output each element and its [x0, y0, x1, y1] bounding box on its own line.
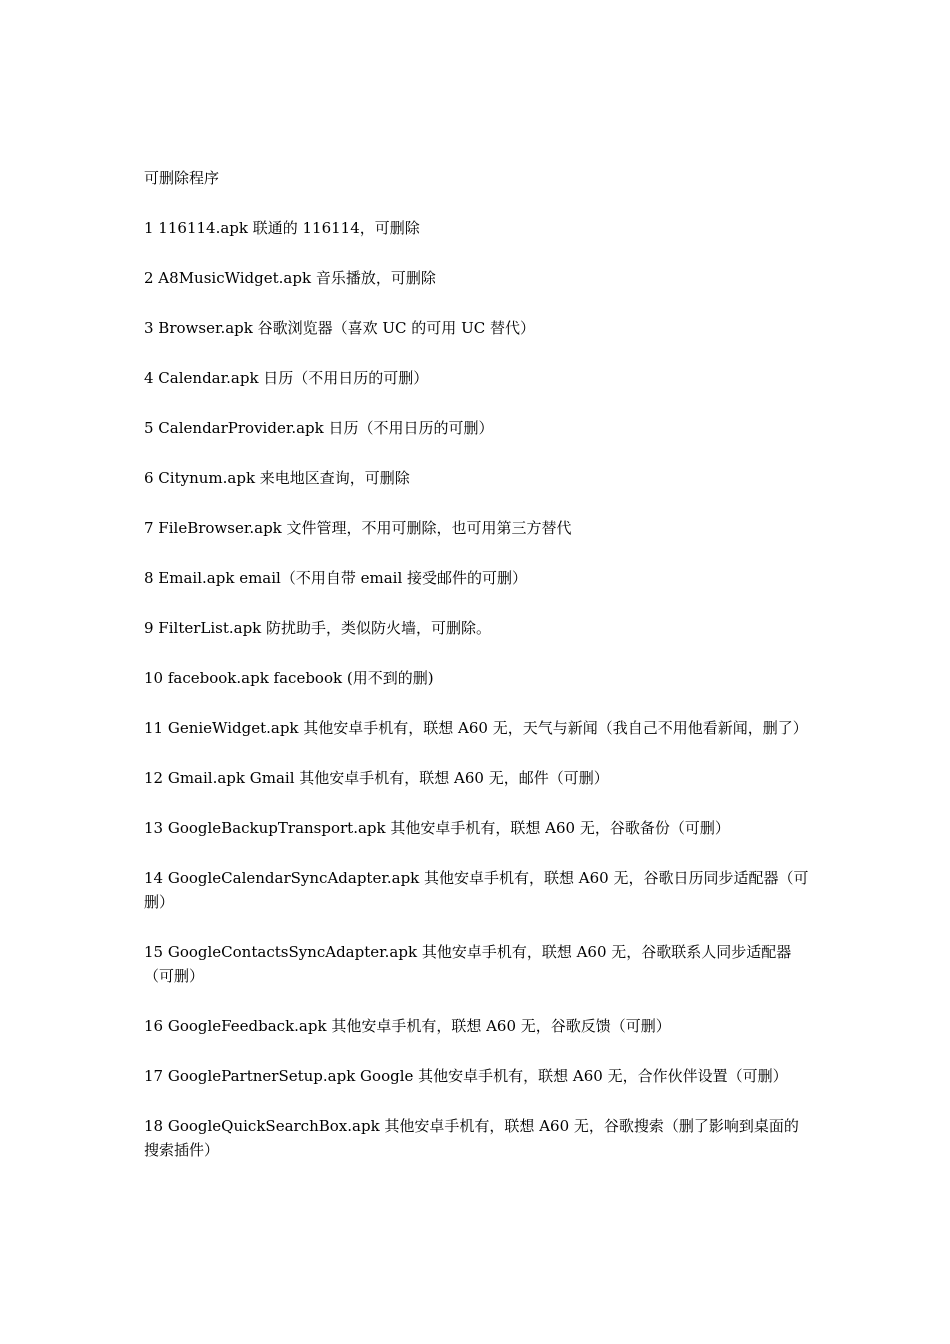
list-item: 5 CalendarProvider.apk 日历（不用日历的可删） — [144, 419, 494, 437]
document-page — [144, 166, 810, 1188]
list-item: 13 GoogleBackupTransport.apk 其他安卓手机有，联想 A60 无，谷歌备份（可删） — [144, 819, 730, 837]
list-item: 15 GoogleContactsSyncAdapter.apk 其他安卓手机有，联想 A60 无，谷歌联系人同步适配器（可删） — [144, 943, 792, 985]
list-item: 4 Calendar.apk 日历（不用日历的可删） — [144, 369, 429, 387]
list-item: 10 facebook.apk facebook (用不到的删) — [144, 669, 434, 687]
list-item: 8 Email.apk email（不用自带 email 接受邮件的可删） — [144, 569, 528, 587]
list-item: 1 116114.apk 联通的 116114，可删除 — [144, 219, 420, 237]
list-item: 17 GooglePartnerSetup.apk Google 其他安卓手机有，联想 A60 无，合作伙伴设置（可删） — [144, 1067, 788, 1085]
list-item: 7 FileBrowser.apk 文件管理，不用可删除，也可用第三方替代 — [144, 519, 572, 537]
list-item: 11 GenieWidget.apk 其他安卓手机有，联想 A60 无，天气与新闻（我自己不用他看新闻，删了） — [144, 719, 808, 737]
list-item: 9 FilterList.apk 防扰助手，类似防火墙，可删除。 — [144, 619, 492, 637]
list-item: 18 GoogleQuickSearchBox.apk 其他安卓手机有，联想 A60 无，谷歌搜索（删了影响到桌面的搜索插件） — [144, 1117, 799, 1159]
document-title: 可删除程序 — [144, 169, 220, 187]
list-item: 12 Gmail.apk Gmail 其他安卓手机有，联想 A60 无，邮件（可删） — [144, 769, 609, 787]
list-item: 14 GoogleCalendarSyncAdapter.apk 其他安卓手机有，联想 A60 无，谷歌日历同步适配器（可删） — [144, 869, 809, 911]
list-item: 16 GoogleFeedback.apk 其他安卓手机有，联想 A60 无，谷歌反馈（可删） — [144, 1017, 671, 1035]
list-item: 2 A8MusicWidget.apk 音乐播放，可删除 — [144, 269, 436, 287]
list-item: 6 Citynum.apk 来电地区查询，可删除 — [144, 469, 410, 487]
list-item: 3 Browser.apk 谷歌浏览器（喜欢 UC 的可用 UC 替代） — [144, 319, 535, 337]
